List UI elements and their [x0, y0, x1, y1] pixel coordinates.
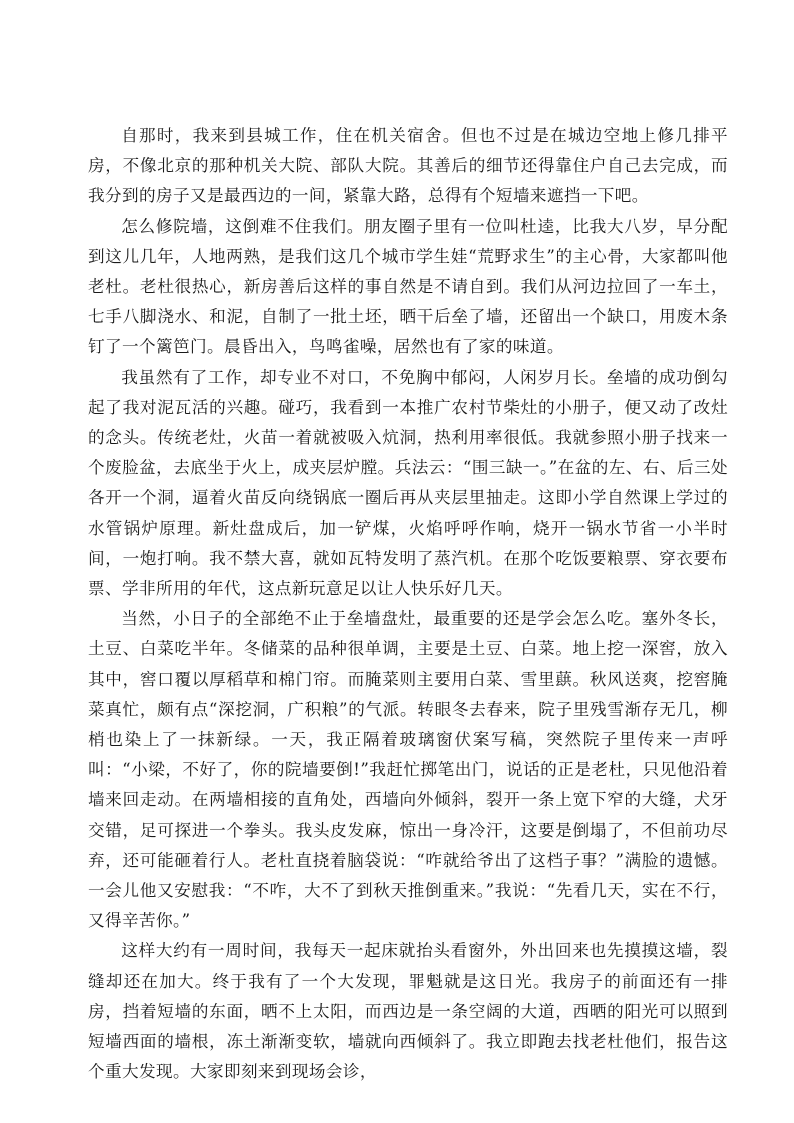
paragraph-1: 自那时，我来到县城工作，住在机关宿舍。但也不过是在城边空地上修几排平房，不像北京的那种机关大院、部队大院。其善后的细节还得靠住户自己去完成，而我分到的房子又是最西边的一间，紧靠大路，总得有个短墙来遮挡一下吧。 [88, 126, 728, 206]
paragraph-2: 怎么修院墙，这倒难不住我们。朋友圈子里有一位叫杜逵，比我大八岁，早分配到这儿几年，人地两熟，是我们这几个城市学生娃“荒野求生”的主心骨，大家都叫他老杜。老杜很热心，新房善后这样的事自然是不请自到。我们从河边拉回了一车土，七手八脚浇水、和泥，自制了一批土坯，晒干后垒了墙，还留出一个缺口，用废木条钉了一个篱笆门。晨昏出入，鸟鸣雀噪，居然也有了家的味道。 [88, 216, 728, 357]
paragraph-4: 当然，小日子的全部绝不止于垒墙盘灶，最重要的还是学会怎么吃。塞外冬长，土豆、白菜吃半年。冬储菜的品种很单调，主要是土豆、白菜。地上挖一深窖，放入其中，窖口覆以厚稻草和棉门帘。而腌菜则主要用白菜、雪里蕻。秋风送爽，挖窖腌菜真忙，颇有点“深挖洞，广积粮”的气派。转眼冬去春来，院子里残雪渐存无几，柳梢也染上了一抹新绿。一天，我正隔着玻璃窗伏案写稿，突然院子里传来一声呼叫：“小梁，不好了，你的院墙要倒!”我赶忙掷笔出门，说话的正是老杜，只见他沿着墙来回走动。在两墙相接的直角处，西墙向外倾斜，裂开一条上宽下窄的大缝，犬牙交错，足可探进一个拳头。我头皮发麻，惊出一身冷汗，这要是倒塌了，不但前功尽弃，还可能砸着行人。老杜直挠着脑袋说：“咋就给爷出了这档子事？”满脸的遗憾。一会儿他又安慰我：“不咋，大不了到秋天推倒重来。”我说：“先看几天，实在不行，又得辛苦你。” [88, 609, 728, 931]
paragraph-3: 我虽然有了工作，却专业不对口，不免胸中郁闷，人闲岁月长。垒墙的成功倒勾起了我对泥瓦活的兴趣。碰巧，我看到一本推广农村节柴灶的小册子，便又动了改灶的念头。传统老灶，火苗一着就被吸入炕洞，热利用率很低。我就参照小册子找来一个废脸盆，去底坐于火上，成夹层炉膛。兵法云：“围三缺一。”在盆的左、右、后三处各开一个洞，逼着火苗反向绕锅底一圈后再从夹层里抽走。这即小学自然课上学过的水管锅炉原理。新灶盘成后，加一铲煤，火焰呼呼作响，烧开一锅水节省一小半时间，一炮打响。我不禁大喜，就如瓦特发明了蒸汽机。在那个吃饭要粮票、穿衣要布票、学非所用的年代，这点新玩意足以让人快乐好几天。 [88, 367, 728, 599]
paragraph-5: 这样大约有一周时间，我每天一起床就抬头看窗外，外出回来也先摸摸这墙，裂缝却还在加大。终于我有了一个大发现，罪魁就是这日光。我房子的前面还有一排房，挡着短墙的东面，晒不上太阳，而西边是一条空阔的大道，西晒的阳光可以照到短墙西面的墙根，冻土渐渐变软，墙就向西倾斜了。我立即跑去找老杜他们，报告这个重大发现。大家即刻来到现场会诊， [88, 941, 728, 1082]
document-page [88, 121, 728, 1088]
